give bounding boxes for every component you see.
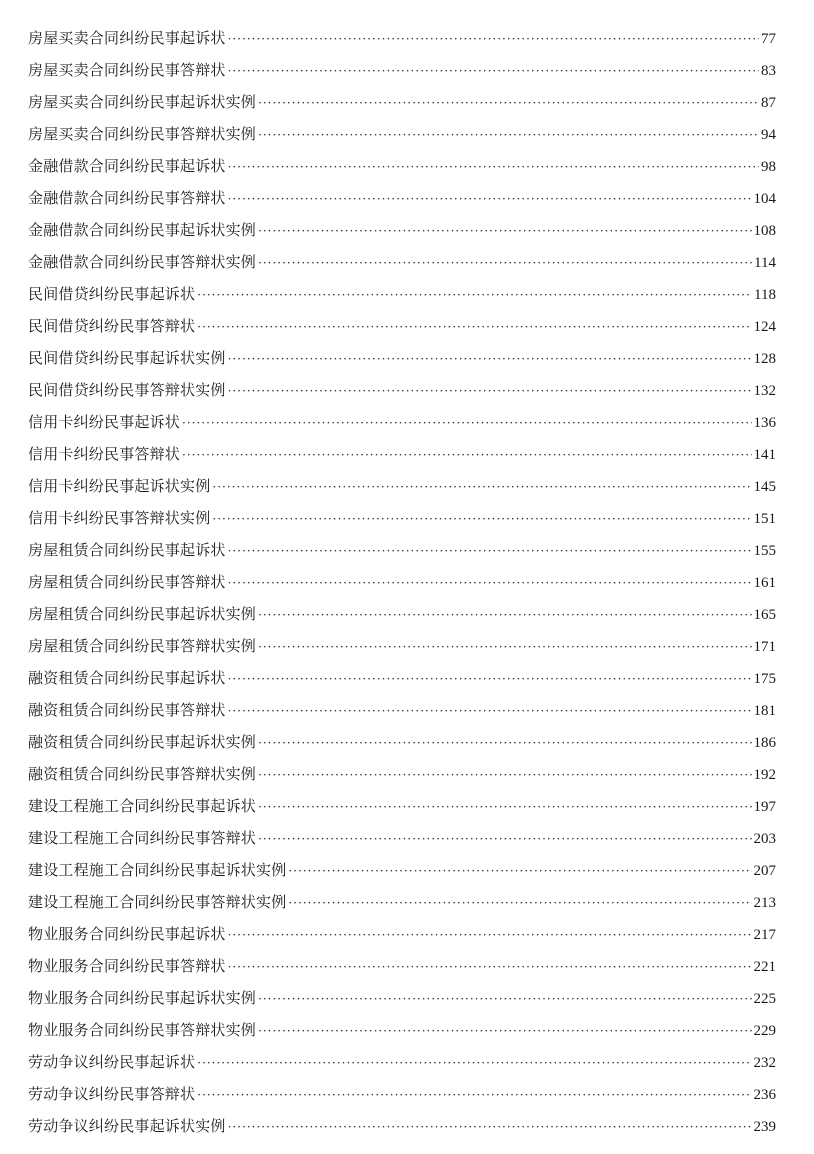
- toc-dot-leader: [197, 311, 751, 343]
- toc-entry[interactable]: [28, 54, 776, 86]
- toc-entry-page-number: 108: [753, 223, 776, 239]
- toc-entry[interactable]: [28, 374, 776, 406]
- toc-dot-leader: [197, 1079, 751, 1111]
- toc-entry-page-number: 87: [761, 95, 776, 111]
- toc-entry-page-number: 207: [753, 863, 776, 879]
- toc-entry-title: 融资租赁合同纠纷民事答辩状实例: [28, 765, 257, 783]
- toc-entry[interactable]: [28, 502, 776, 534]
- toc-entry-title: 金融借款合同纠纷民事起诉状实例: [28, 221, 257, 239]
- toc-entry[interactable]: [28, 534, 776, 566]
- toc-entry[interactable]: [28, 886, 776, 918]
- toc-entry-title: 建设工程施工合同纠纷民事答辩状实例: [28, 893, 287, 911]
- toc-entry-page-number: 128: [753, 351, 776, 367]
- toc-entry[interactable]: [28, 182, 776, 214]
- toc-entry-title: 金融借款合同纠纷民事起诉状: [28, 157, 226, 175]
- toc-entry[interactable]: [28, 1078, 776, 1110]
- toc-entry-page-number: 236: [753, 1087, 776, 1103]
- toc-dot-leader: [228, 951, 752, 983]
- toc-entry-page-number: 145: [753, 479, 776, 495]
- toc-entry[interactable]: [28, 950, 776, 982]
- toc-entry[interactable]: [28, 630, 776, 662]
- toc-entry-page-number: 221: [753, 959, 776, 975]
- toc-dot-leader: [228, 55, 759, 87]
- toc-entry-title: 信用卡纠纷民事答辩状实例: [28, 509, 211, 527]
- toc-entry[interactable]: [28, 150, 776, 182]
- toc-entry[interactable]: [28, 982, 776, 1014]
- toc-entry-page-number: 197: [753, 799, 776, 815]
- toc-dot-leader: [258, 631, 751, 663]
- toc-entry-title: 房屋买卖合同纠纷民事答辩状: [28, 61, 226, 79]
- toc-dot-leader: [258, 599, 751, 631]
- toc-entry-page-number: 225: [753, 991, 776, 1007]
- toc-entry[interactable]: [28, 598, 776, 630]
- toc-entry-page-number: 141: [753, 447, 776, 463]
- toc-entry-title: 信用卡纠纷民事起诉状: [28, 413, 181, 431]
- toc-entry[interactable]: [28, 918, 776, 950]
- table-of-contents: [28, 22, 776, 1142]
- toc-entry-page-number: 132: [753, 383, 776, 399]
- toc-entry-page-number: 229: [753, 1023, 776, 1039]
- toc-entry-title: 劳动争议纠纷民事起诉状实例: [28, 1117, 226, 1135]
- toc-entry[interactable]: [28, 310, 776, 342]
- toc-dot-leader: [182, 439, 751, 471]
- toc-entry-page-number: 203: [753, 831, 776, 847]
- toc-entry[interactable]: [28, 470, 776, 502]
- toc-dot-leader: [228, 183, 752, 215]
- toc-dot-leader: [212, 503, 751, 535]
- toc-entry[interactable]: [28, 822, 776, 854]
- toc-dot-leader: [258, 1015, 751, 1047]
- toc-entry-page-number: 165: [753, 607, 776, 623]
- toc-entry[interactable]: [28, 1110, 776, 1142]
- toc-entry-page-number: 213: [753, 895, 776, 911]
- toc-entry-page-number: 171: [753, 639, 776, 655]
- toc-dot-leader: [258, 759, 751, 791]
- toc-entry-title: 建设工程施工合同纠纷民事起诉状: [28, 797, 257, 815]
- toc-entry-title: 民间借贷纠纷民事起诉状实例: [28, 349, 226, 367]
- toc-entry-title: 房屋租赁合同纠纷民事起诉状实例: [28, 605, 257, 623]
- toc-dot-leader: [228, 567, 752, 599]
- toc-entry-title: 房屋租赁合同纠纷民事答辩状: [28, 573, 226, 591]
- toc-dot-leader: [182, 407, 751, 439]
- toc-dot-leader: [258, 215, 751, 247]
- toc-dot-leader: [288, 855, 751, 887]
- toc-entry-title: 物业服务合同纠纷民事起诉状实例: [28, 989, 257, 1007]
- toc-entry-page-number: 175: [753, 671, 776, 687]
- toc-dot-leader: [228, 375, 752, 407]
- toc-entry-title: 房屋租赁合同纠纷民事起诉状: [28, 541, 226, 559]
- toc-entry-title: 物业服务合同纠纷民事答辩状实例: [28, 1021, 257, 1039]
- toc-dot-leader: [228, 663, 752, 695]
- toc-entry-title: 房屋买卖合同纠纷民事起诉状: [28, 29, 226, 47]
- toc-entry-title: 物业服务合同纠纷民事起诉状: [28, 925, 226, 943]
- toc-entry-page-number: 161: [753, 575, 776, 591]
- toc-entry-page-number: 136: [753, 415, 776, 431]
- toc-dot-leader: [288, 887, 751, 919]
- toc-dot-leader: [197, 279, 752, 311]
- toc-entry[interactable]: [28, 566, 776, 598]
- toc-entry[interactable]: [28, 758, 776, 790]
- toc-dot-leader: [258, 247, 752, 279]
- toc-dot-leader: [228, 695, 752, 727]
- toc-entry[interactable]: [28, 662, 776, 694]
- toc-entry-page-number: 94: [761, 127, 776, 143]
- toc-entry-page-number: 114: [754, 255, 776, 271]
- toc-entry-title: 建设工程施工合同纠纷民事起诉状实例: [28, 861, 287, 879]
- toc-entry-title: 融资租赁合同纠纷民事起诉状: [28, 669, 226, 687]
- toc-entry-page-number: 83: [761, 63, 776, 79]
- toc-dot-leader: [258, 983, 751, 1015]
- toc-entry-page-number: 192: [753, 767, 776, 783]
- toc-entry-title: 融资租赁合同纠纷民事答辩状: [28, 701, 226, 719]
- toc-dot-leader: [228, 151, 759, 183]
- toc-entry[interactable]: [28, 438, 776, 470]
- toc-entry-title: 金融借款合同纠纷民事答辩状实例: [28, 253, 257, 271]
- toc-entry-title: 房屋买卖合同纠纷民事答辩状实例: [28, 125, 257, 143]
- toc-entry[interactable]: [28, 118, 776, 150]
- toc-dot-leader: [258, 823, 751, 855]
- toc-entry[interactable]: [28, 694, 776, 726]
- toc-entry[interactable]: [28, 246, 776, 278]
- toc-entry-title: 物业服务合同纠纷民事答辩状: [28, 957, 226, 975]
- toc-entry[interactable]: [28, 1046, 776, 1078]
- toc-dot-leader: [212, 471, 751, 503]
- toc-entry-title: 房屋买卖合同纠纷民事起诉状实例: [28, 93, 257, 111]
- toc-entry-page-number: 151: [753, 511, 776, 527]
- toc-dot-leader: [228, 343, 752, 375]
- toc-entry[interactable]: [28, 406, 776, 438]
- toc-entry[interactable]: [28, 22, 776, 54]
- toc-entry[interactable]: [28, 1014, 776, 1046]
- toc-entry-title: 融资租赁合同纠纷民事起诉状实例: [28, 733, 257, 751]
- toc-entry-title: 信用卡纠纷民事起诉状实例: [28, 477, 211, 495]
- toc-entry-page-number: 77: [761, 31, 776, 47]
- toc-entry-page-number: 239: [753, 1119, 776, 1135]
- toc-entry-page-number: 124: [753, 319, 776, 335]
- toc-dot-leader: [228, 1111, 752, 1143]
- toc-dot-leader: [258, 119, 759, 151]
- toc-dot-leader: [197, 1047, 751, 1079]
- toc-dot-leader: [258, 791, 751, 823]
- toc-entry-title: 信用卡纠纷民事答辩状: [28, 445, 181, 463]
- toc-entry[interactable]: [28, 854, 776, 886]
- toc-entry-page-number: 155: [753, 543, 776, 559]
- toc-entry[interactable]: [28, 790, 776, 822]
- toc-entry-page-number: 98: [761, 159, 776, 175]
- toc-entry-title: 劳动争议纠纷民事起诉状: [28, 1053, 196, 1071]
- toc-dot-leader: [258, 87, 759, 119]
- toc-entry-title: 金融借款合同纠纷民事答辩状: [28, 189, 226, 207]
- toc-dot-leader: [228, 23, 759, 55]
- toc-entry-page-number: 181: [753, 703, 776, 719]
- toc-entry[interactable]: [28, 278, 776, 310]
- toc-entry-title: 民间借贷纠纷民事答辩状: [28, 317, 196, 335]
- toc-entry-title: 民间借贷纠纷民事答辩状实例: [28, 381, 226, 399]
- toc-entry[interactable]: [28, 86, 776, 118]
- toc-dot-leader: [228, 919, 752, 951]
- toc-entry-title: 民间借贷纠纷民事起诉状: [28, 285, 196, 303]
- toc-entry-title: 劳动争议纠纷民事答辩状: [28, 1085, 196, 1103]
- toc-dot-leader: [258, 727, 751, 759]
- toc-entry-page-number: 186: [753, 735, 776, 751]
- toc-entry[interactable]: [28, 214, 776, 246]
- toc-entry-title: 建设工程施工合同纠纷民事答辩状: [28, 829, 257, 847]
- toc-entry-page-number: 104: [753, 191, 776, 207]
- toc-entry-page-number: 232: [753, 1055, 776, 1071]
- toc-entry-title: 房屋租赁合同纠纷民事答辩状实例: [28, 637, 257, 655]
- toc-dot-leader: [228, 535, 752, 567]
- toc-entry[interactable]: [28, 726, 776, 758]
- toc-entry-page-number: 118: [754, 287, 776, 303]
- toc-entry-page-number: 217: [753, 927, 776, 943]
- toc-entry[interactable]: [28, 342, 776, 374]
